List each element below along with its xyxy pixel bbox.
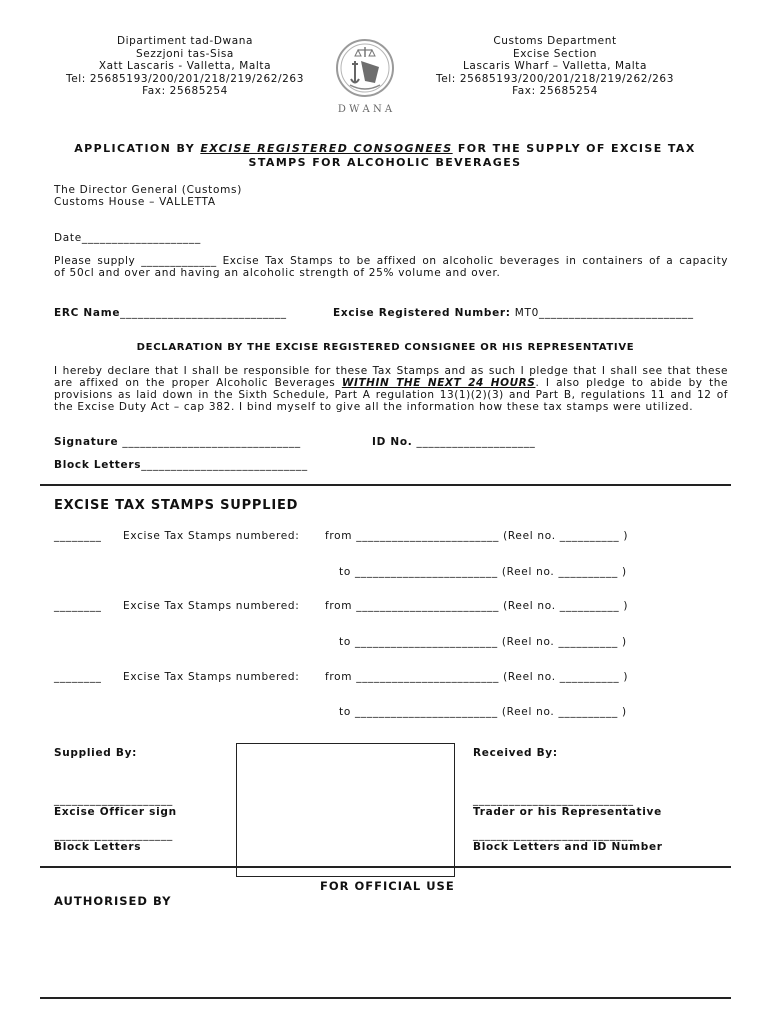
header-left-line: Xatt Lascaris - Valletta, Malta <box>98 60 272 72</box>
signature-row <box>54 436 301 448</box>
header-right-line: Tel: 25685193/200/201/218/219/262/263 <box>436 72 674 85</box>
officer-block-letters-field[interactable]: ____________________ <box>54 829 173 841</box>
excise-officer-sign-field[interactable]: ____________________ <box>54 794 173 806</box>
customs-logo <box>335 37 395 115</box>
header-right-address <box>430 35 680 98</box>
header-left-line: Dipartiment tad-Dwana <box>116 35 254 47</box>
header-right-line: Excise Section <box>512 47 598 60</box>
header-left-address <box>60 35 310 98</box>
signature-label: Signature <box>54 436 119 448</box>
stamp-qty-field[interactable]: ________ <box>54 530 102 542</box>
supplied-by-label: Supplied By: <box>54 747 138 759</box>
erc-number-label: Excise Registered Number: <box>333 307 511 319</box>
id-number-label: ID No. <box>372 436 413 448</box>
header-right-line: Fax: 25685254 <box>512 85 598 97</box>
trader-block-letters-field[interactable]: ___________________________ <box>473 829 634 841</box>
erc-number-field[interactable]: MT0__________________________ <box>510 307 694 319</box>
declaration-line3: provisions as laid down in the Sixth Schedule, Part A regulation 13(1)(2)(3) and Part B, regulations 11 and 12 of <box>54 389 728 401</box>
trader-sign-field[interactable]: ___________________________ <box>473 794 634 806</box>
supply-request-line1: Please supply _____________ Excise Tax Stamps to be affixed on alcoholic beverages in containers of a capacity <box>54 255 728 267</box>
divider <box>40 484 731 486</box>
supply-request-line2: of 50cl and over and having an alcoholic strength of 25% volume and over. <box>54 267 501 279</box>
stamp-to-field[interactable]: to ________________________ (Reel no. __________ ) <box>339 566 627 578</box>
declaration-line4: the Excise Duty Act – cap 382. I bind myself to give all the information how these tax stamps were utilized. <box>54 401 694 413</box>
excise-officer-sign-label: Excise Officer sign <box>54 806 177 818</box>
erc-number-row <box>333 307 694 319</box>
erc-name-row <box>54 307 287 319</box>
signature-field[interactable]: ______________________________ <box>118 436 301 448</box>
block-letters-field[interactable]: ____________________________ <box>141 459 308 471</box>
declaration-line2 <box>54 377 728 389</box>
block-letters-label: Block Letters <box>54 459 142 471</box>
stamp-from-field[interactable]: from ________________________ (Reel no. __________ ) <box>325 671 629 683</box>
erc-name-field[interactable]: ____________________________ <box>120 307 287 319</box>
stamp-row-label: Excise Tax Stamps numbered: <box>123 600 300 612</box>
header-left-line: Tel: 25685193/200/201/218/219/262/263 <box>66 72 304 85</box>
customs-emblem-icon <box>335 37 395 99</box>
declaration-heading: DECLARATION BY THE EXCISE REGISTERED CONSIGNEE OR HIS REPRESENTATIVE <box>136 342 635 353</box>
addressee-line1: The Director General (Customs) <box>54 184 242 196</box>
title-text: APPLICATION BY <box>74 142 201 155</box>
block-letters-row <box>54 459 308 471</box>
official-stamp-box <box>236 743 455 877</box>
title-emphasis: EXCISE REGISTERED CONSOGNEES <box>200 142 453 155</box>
id-number-field[interactable]: ____________________ <box>412 436 536 448</box>
trader-block-letters-label: Block Letters and ID Number <box>473 841 663 853</box>
stamp-from-field[interactable]: from ________________________ (Reel no. __________ ) <box>325 530 629 542</box>
erc-name-label: ERC Name <box>54 307 121 319</box>
declaration-line1: I hereby declare that I shall be responsible for these Tax Stamps and as such I pledge that I shall see that these <box>54 365 728 377</box>
stamp-from-field[interactable]: from ________________________ (Reel no. __________ ) <box>325 600 629 612</box>
divider <box>40 866 731 868</box>
id-number-row <box>372 436 536 448</box>
form-title-line1 <box>40 142 730 156</box>
stamp-qty-field[interactable]: ________ <box>54 600 102 612</box>
header-left-line: Fax: 25685254 <box>142 85 228 97</box>
authorised-by-label: AUTHORISED BY <box>54 894 172 908</box>
header-left-line: Sezzjoni tas-Sisa <box>136 47 234 60</box>
received-by-label: Received By: <box>473 747 558 759</box>
title-text: FOR THE SUPPLY OF EXCISE TAX <box>452 142 696 155</box>
stamp-to-field[interactable]: to ________________________ (Reel no. __________ ) <box>339 706 627 718</box>
divider <box>40 997 731 999</box>
form-title-line2: STAMPS FOR ALCOHOLIC BEVERAGES <box>248 156 522 169</box>
declaration-emphasis: WITHIN THE NEXT 24 HOURS <box>341 377 536 389</box>
date-field[interactable]: Date____________________ <box>54 232 201 244</box>
declaration-text: are affixed on the proper Alcoholic Beverages <box>54 377 342 389</box>
stamp-to-field[interactable]: to ________________________ (Reel no. __________ ) <box>339 636 627 648</box>
logo-caption: D W A N A <box>337 104 393 115</box>
stamps-heading: EXCISE TAX STAMPS SUPPLIED <box>54 498 299 513</box>
officer-block-letters-label: Block Letters <box>54 841 142 853</box>
official-use-heading: FOR OFFICIAL USE <box>320 879 455 893</box>
stamp-qty-field[interactable]: ________ <box>54 671 102 683</box>
trader-sign-label: Trader or his Representative <box>473 806 662 818</box>
addressee-line2: Customs House – VALLETTA <box>54 196 216 208</box>
header-right-line: Customs Department <box>493 35 617 47</box>
stamp-row-label: Excise Tax Stamps numbered: <box>123 530 300 542</box>
declaration-text: . I also pledge to abide by the <box>535 377 729 389</box>
form-title <box>40 142 730 170</box>
stamp-row-label: Excise Tax Stamps numbered: <box>123 671 300 683</box>
header-right-line: Lascaris Wharf – Valletta, Malta <box>462 60 648 72</box>
